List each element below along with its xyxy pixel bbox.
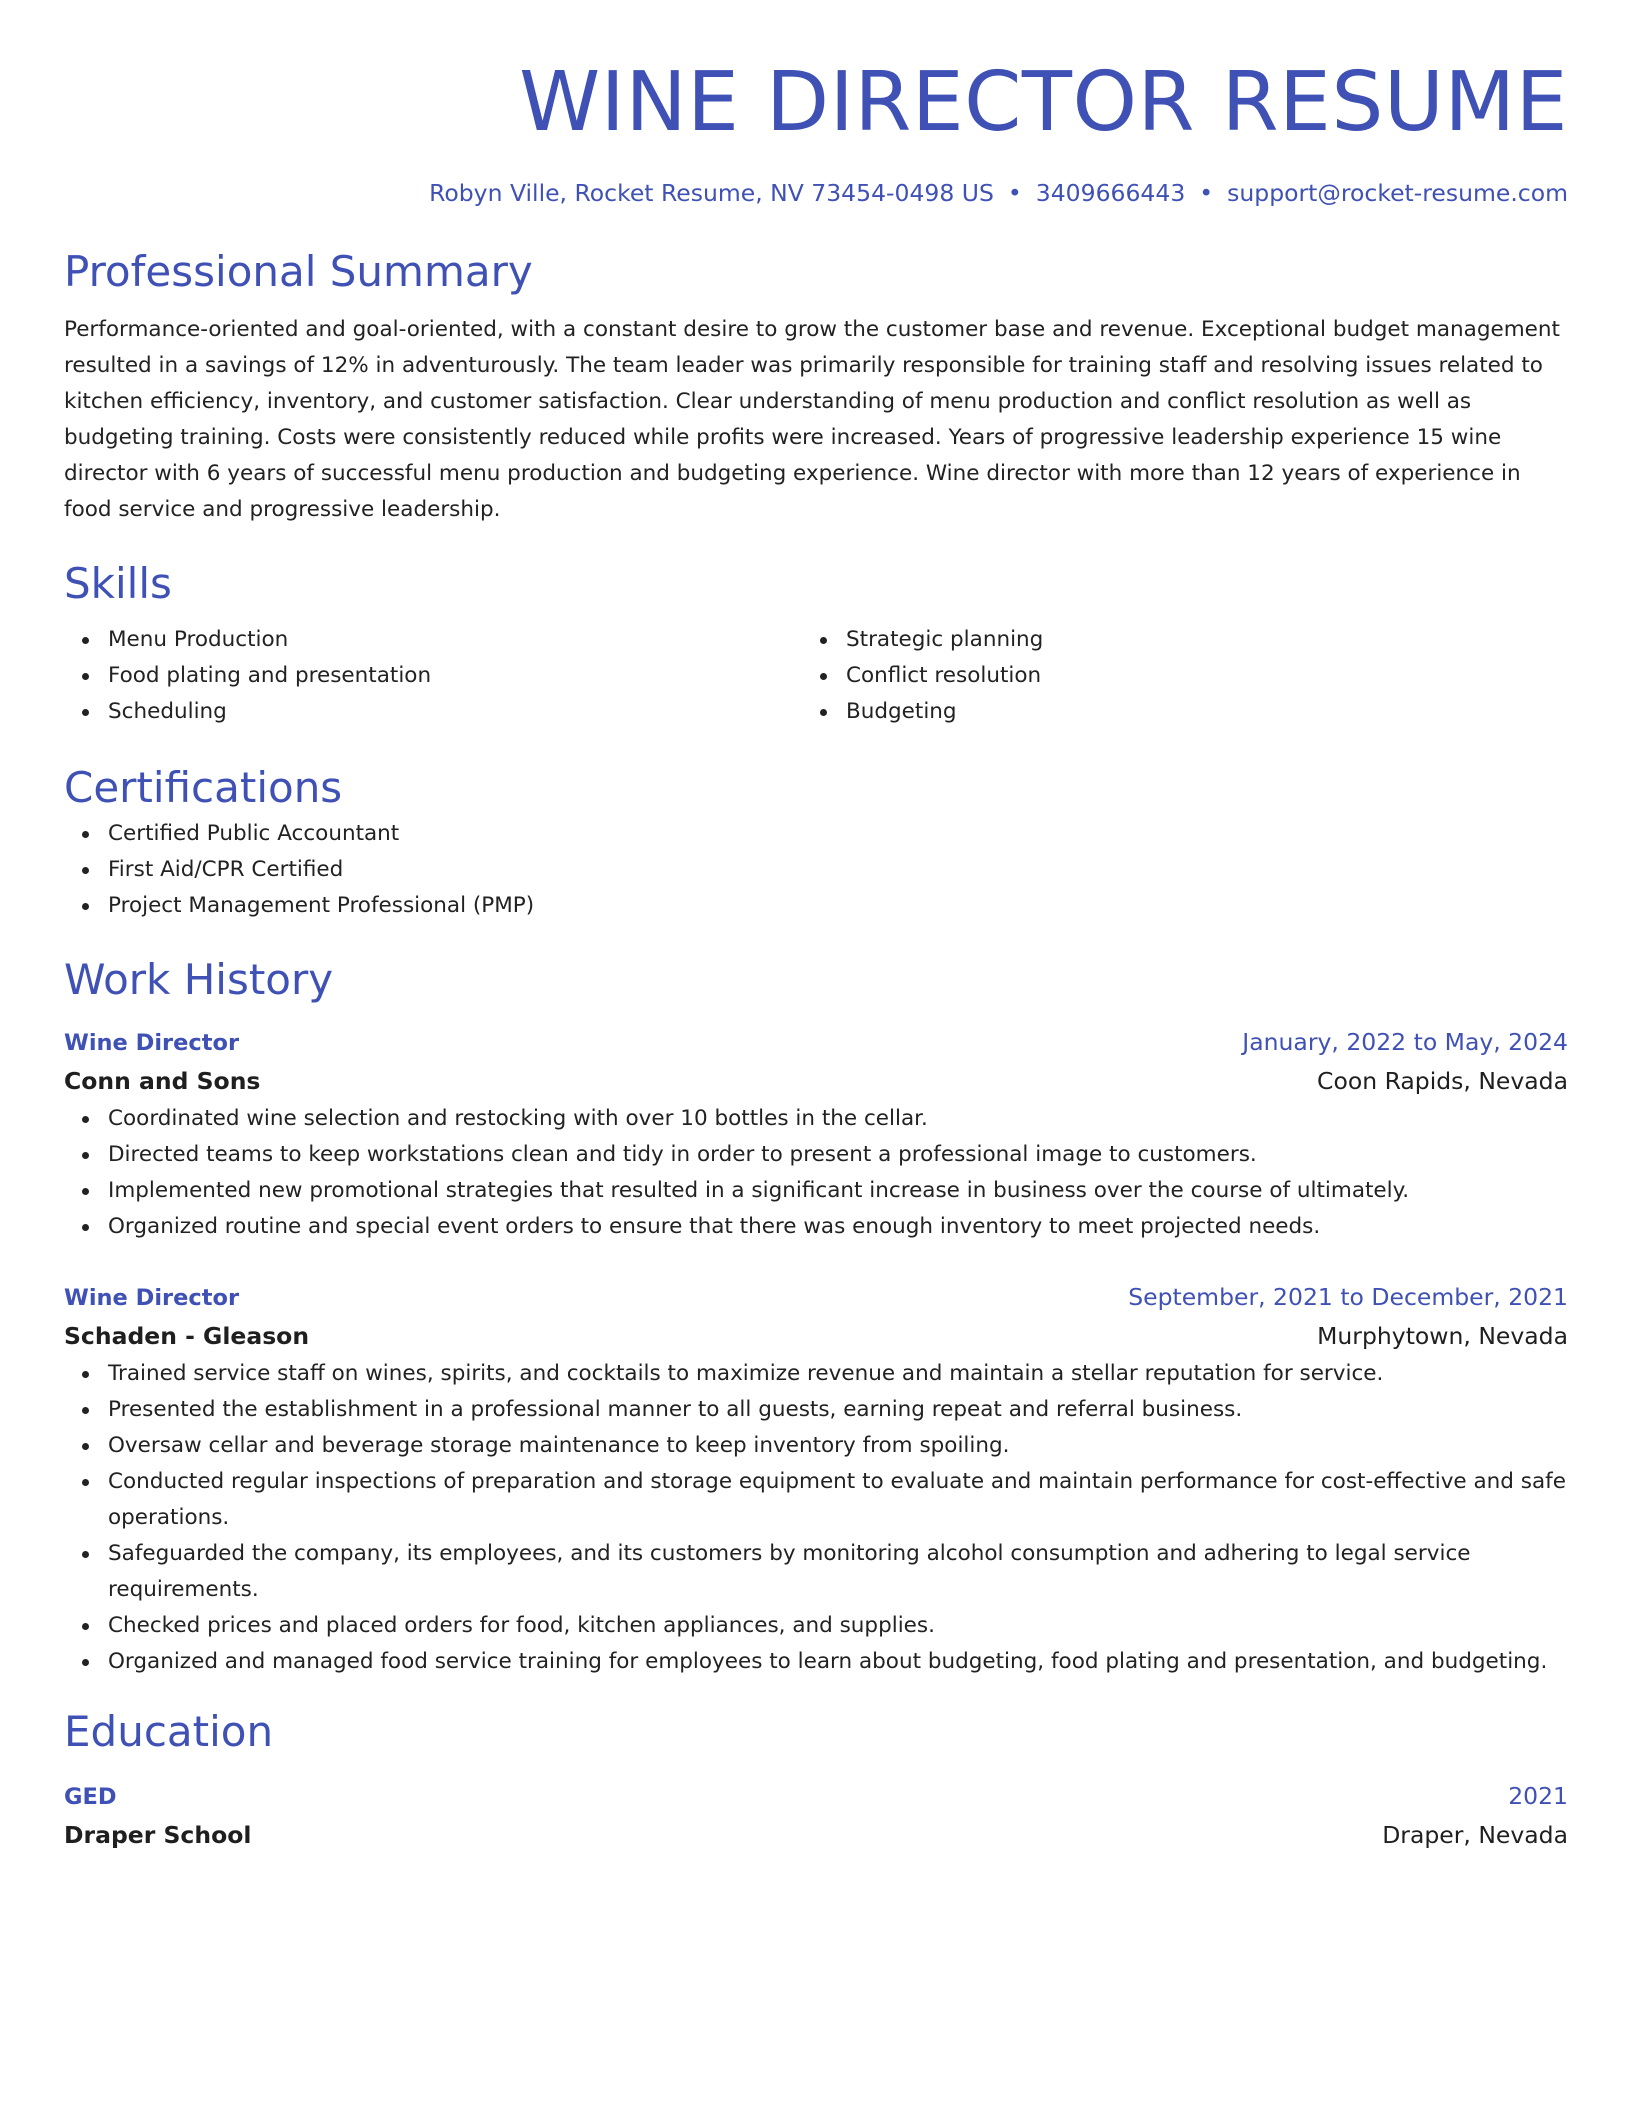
job-company-row [64,1316,1568,1356]
bullet-dot [82,1371,89,1378]
bullet-dot [82,1224,89,1231]
job-bullet [108,1101,1568,1137]
skills-column-left [64,622,802,730]
job-bullet [108,1173,1568,1209]
resume-title: WINE DIRECTOR RESUME [519,55,1568,150]
job-bullet [108,1464,1568,1536]
skills-column-right [802,622,1540,730]
education-degree: GED [64,1784,117,1810]
skill-label: Scheduling [108,699,227,724]
job-bullet-text: Checked prices and placed orders for food, kitchen appliances, and supplies. [108,1613,935,1638]
work-history-heading: Work History [64,955,334,1004]
job-bullet-text: Implemented new promotional strategies that resulted in a significant increase in business over the course of ultimately. [108,1178,1410,1203]
certifications-list [64,816,1568,924]
bullet-dot [820,637,827,644]
skill-item [846,622,1540,658]
contact-separator: • [1007,179,1022,207]
certification-label: First Aid/CPR Certified [108,857,344,882]
job-bullet-text: Organized routine and special event orders to ensure that there was enough inventory to meet projected needs. [108,1214,1321,1239]
skills-list-right [802,622,1540,730]
certification-label: Certified Public Accountant [108,821,400,846]
job-bullet-text: Oversaw cellar and beverage storage maintenance to keep inventory from spoiling. [108,1433,1010,1458]
bullet-dot [82,1152,89,1159]
job-bullet-text: Directed teams to keep workstations clean and tidy in order to present a professional image to customers. [108,1142,1257,1167]
bullet-dot [82,637,89,644]
summary-heading: Professional Summary [64,247,533,296]
job-company: Conn and Sons [64,1067,261,1095]
job-location: Coon Rapids, Nevada [1317,1067,1568,1095]
skills-list-left [64,622,802,730]
skill-item [846,694,1540,730]
bullet-dot [82,903,89,910]
bullet-dot [82,673,89,680]
job-bullet [108,1608,1568,1644]
skill-label: Strategic planning [846,627,1044,652]
skills-grid [64,622,1568,730]
job-company: Schaden - Gleason [64,1322,310,1350]
bullet-dot [82,1116,89,1123]
bullet-dot [82,867,89,874]
education-location: Draper, Nevada [1382,1821,1568,1849]
job-bullet-text: Safeguarded the company, its employees, and its customers by monitoring alcohol consumption and adhering to legal service requirements. [108,1541,1471,1602]
job-bullet-text: Coordinated wine selection and restocking with over 10 bottles in the cellar. [108,1106,928,1131]
skill-item [108,694,802,730]
bullet-dot [82,831,89,838]
job-bullet [108,1644,1568,1680]
bullet-dot [82,1479,89,1486]
bullet-dot [82,1443,89,1450]
job-bullet [108,1536,1568,1608]
contact-phone: 3409666443 [1035,179,1186,207]
job-header-row [64,1279,1568,1316]
contact-address: Robyn Ville, Rocket Resume, NV 73454-0498 US [429,179,994,207]
skill-label: Budgeting [846,699,957,724]
contact-email[interactable]: support@rocket-resume.com [1227,179,1568,207]
certifications-heading: Certifications [64,763,343,812]
education-entry [64,1778,1568,1855]
education-header-row [64,1778,1568,1815]
contact-separator: • [1199,179,1214,207]
skill-item [108,622,802,658]
education-school-row [64,1815,1568,1855]
skill-label: Food plating and presentation [108,663,432,688]
certification-label: Project Management Professional (PMP) [108,893,535,918]
certification-item [108,888,1568,924]
skills-heading: Skills [64,559,172,608]
job-bullet [108,1356,1568,1392]
summary-text: Performance-oriented and goal-oriented, with a constant desire to grow the customer base and revenue. Exceptional budget management resulted in a savings of 12% in adventurously. The team leader was primarily responsible for training staff and resolving issues related to kitchen efficiency, inventory, and customer satisfaction. Clear understanding of menu production and conflict resolution as well as budgeting training. Costs were consistently reduced while profits were increased. Years of progressive leadership experience 15 wine director with 6 years of successful menu production and budgeting experience. Wine director with more than 12 years of experience in food service and progressive leadership. [64,317,1560,522]
job-title: Wine Director [64,1030,240,1056]
job-bullet-text: Conducted regular inspections of preparation and storage equipment to evaluate and maintain performance for cost-effective and safe operations. [108,1469,1566,1530]
certification-item [108,852,1568,888]
job-bullet [108,1428,1568,1464]
contact-line [64,176,1568,210]
job-bullet-text: Organized and managed food service training for employees to learn about budgeting, food plating and presentation, and budgeting. [108,1649,1548,1674]
bullet-dot [82,1659,89,1666]
skill-item [846,658,1540,694]
job-bullet-text: Presented the establishment in a professional manner to all guests, earning repeat and referral business. [108,1397,1243,1422]
bullet-dot [82,1188,89,1195]
bullet-dot [820,709,827,716]
job-dates: September, 2021 to December, 2021 [1128,1283,1568,1311]
job-bullet [108,1392,1568,1428]
resume-header [64,50,1568,210]
job-title: Wine Director [64,1285,240,1311]
education-school: Draper School [64,1821,252,1849]
job-bullets [64,1356,1568,1680]
job-bullet [108,1137,1568,1173]
skill-item [108,658,802,694]
job-bullets [64,1101,1568,1245]
skill-label: Conflict resolution [846,663,1042,688]
job-entry [64,1279,1568,1680]
education-year: 2021 [1508,1782,1568,1810]
job-company-row [64,1061,1568,1101]
skill-label: Menu Production [108,627,289,652]
job-entry [64,1024,1568,1245]
education-heading: Education [64,1707,274,1756]
job-bullet-text: Trained service staff on wines, spirits, and cocktails to maximize revenue and maintain a stellar reputation for service. [108,1361,1384,1386]
bullet-dot [82,1407,89,1414]
job-location: Murphytown, Nevada [1317,1322,1568,1350]
job-bullet [108,1209,1568,1245]
bullet-dot [82,1623,89,1630]
job-dates: January, 2022 to May, 2024 [1242,1028,1568,1056]
job-header-row [64,1024,1568,1061]
bullet-dot [82,1551,89,1558]
bullet-dot [82,709,89,716]
certification-item [108,816,1568,852]
bullet-dot [820,673,827,680]
